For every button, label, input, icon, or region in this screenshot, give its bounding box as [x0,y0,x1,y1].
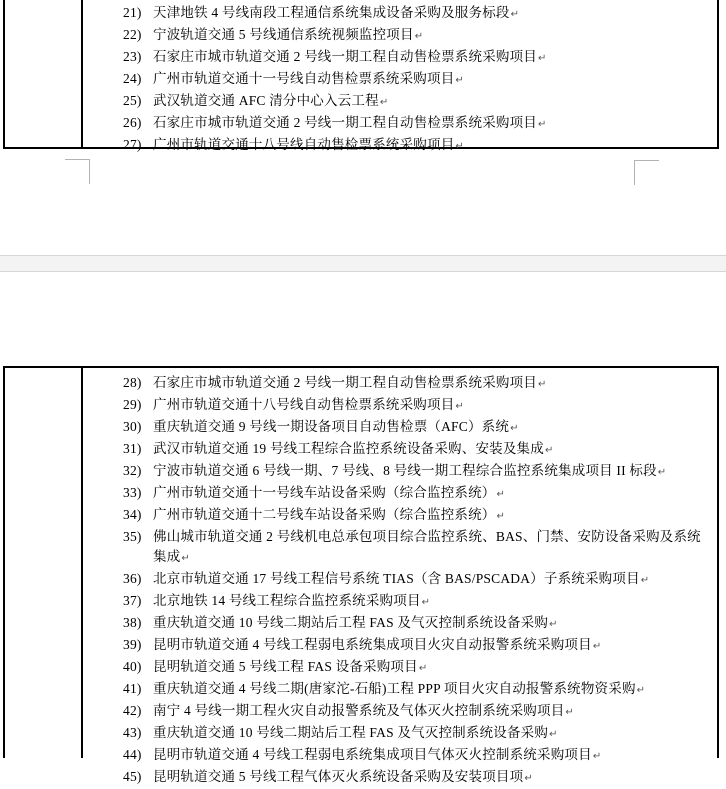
item-number: 33) [123,485,142,500]
paragraph-mark-icon: ↵ [455,141,464,152]
paragraph-mark-icon: ↵ [510,9,520,20]
list-item[interactable] [123,723,703,745]
list-item[interactable] [123,373,703,395]
item-text: 佛山城市轨道交通 2 号线机电总承包项目综合监控系统、BAS、门禁、安防设备采购及系统集成↵ [153,529,701,564]
item-number: 22) [123,27,142,42]
list-item[interactable] [123,483,703,505]
paragraph-mark-icon: ↵ [418,663,428,674]
item-text: 南宁 4 号线一期工程火灾自动报警系统及气体灭火控制系统采购项目↵ [153,703,574,718]
paragraph-mark-icon: ↵ [538,119,547,130]
list-item[interactable] [123,613,703,635]
page-break-gap [0,255,726,272]
item-number: 21) [123,5,142,20]
list-item[interactable] [123,25,703,47]
paragraph-mark-icon: ↵ [455,401,464,412]
paragraph-mark-icon: ↵ [592,751,602,762]
paragraph-mark-icon: ↵ [538,379,547,390]
list-item[interactable] [123,135,703,157]
list-item[interactable] [123,417,703,439]
item-text: 石家庄市城市轨道交通 2 号线一期工程自动售检票系统采购项目↵ [153,115,547,130]
list-item[interactable] [123,745,703,767]
item-text: 天津地铁 4 号线南段工程通信系统集成设备采购及服务标段↵ [153,5,520,20]
item-text: 武汉市轨道交通 19 号线工程综合监控系统设备采购、安装及集成↵ [153,441,554,456]
list-item[interactable] [123,91,703,113]
item-list-page2 [83,368,717,784]
item-number: 32) [123,463,142,478]
paragraph-mark-icon: ↵ [640,575,650,586]
item-text: 广州市轨道交通十二号线车站设备采购（综合监控系统）↵ [153,507,506,522]
margin-mark-bottom-right [634,160,635,185]
item-number: 40) [123,659,142,674]
item-text: 广州市轨道交通十一号线车站设备采购（综合监控系统）↵ [153,485,506,500]
item-text: 广州市轨道交通十八号线自动售检票系统采购项目↵ [153,137,464,152]
item-number: 23) [123,49,142,64]
list-item[interactable] [123,113,703,135]
item-text: 重庆轨道交通 10 号线二期站后工程 FAS 及气灭控制系统设备采购↵ [153,615,558,630]
paragraph-mark-icon: ↵ [414,31,424,42]
margin-mark-bottom-left [89,159,90,184]
item-number: 30) [123,419,142,434]
list-item[interactable] [123,635,703,657]
paragraph-mark-icon: ↵ [544,445,554,456]
item-text: 广州市轨道交通十八号线自动售检票系统采购项目↵ [153,397,464,412]
item-text: 北京市轨道交通 17 号线工程信号系统 TIAS（含 BAS/PSCADA）子系统采购项目↵ [153,571,650,586]
item-text: 广州市轨道交通十一号线自动售检票系统采购项目↵ [153,71,464,86]
paragraph-mark-icon: ↵ [496,489,506,500]
paragraph-mark-icon: ↵ [421,597,431,608]
item-number: 39) [123,637,142,652]
item-text: 石家庄市城市轨道交通 2 号线一期工程自动售检票系统采购项目↵ [153,375,547,390]
item-text: 昆明市轨道交通 4 号线工程弱电系统集成项目火灾自动报警系统采购项目↵ [153,637,602,652]
item-text: 重庆轨道交通 10 号线二期站后工程 FAS 及气灭控制系统设备采购↵ [153,725,558,740]
paragraph-mark-icon: ↵ [496,511,506,522]
paragraph-mark-icon: ↵ [549,729,558,740]
item-number: 25) [123,93,142,108]
list-item[interactable] [123,701,703,723]
item-number: 31) [123,441,142,456]
item-number: 29) [123,397,142,412]
list-item[interactable] [123,395,703,417]
item-number: 41) [123,681,142,696]
paragraph-mark-icon: ↵ [592,641,602,652]
list-item[interactable] [123,505,703,527]
list-item[interactable] [123,679,703,701]
item-text: 昆明市轨道交通 4 号线工程弱电系统集成项目气体灭火控制系统采购项目↵ [153,747,602,762]
item-number: 24) [123,71,142,86]
list-item[interactable] [123,527,703,569]
item-text: 石家庄市城市轨道交通 2 号线一期工程自动售检票系统采购项目↵ [153,49,547,64]
table-fragment-page2 [3,366,719,784]
item-text: 重庆轨道交通 9 号线一期设备项目自动售检票（AFC）系统↵ [153,419,519,434]
item-number: 28) [123,375,142,390]
item-text: 宁波轨道交通 5 号线通信系统视频监控项目↵ [153,27,424,42]
list-item[interactable] [123,47,703,69]
paragraph-mark-icon: ↵ [510,423,519,434]
list-item[interactable] [123,591,703,613]
item-text: 武汉轨道交通 AFC 清分中心入云工程↵ [153,93,389,108]
table-fragment-page1 [3,0,719,152]
list-item[interactable] [123,767,703,789]
paragraph-mark-icon: ↵ [455,75,464,86]
item-text: 昆明轨道交通 5 号线工程 FAS 设备采购项目↵ [153,659,428,674]
item-number: 38) [123,615,142,630]
item-text: 重庆轨道交通 4 号线二期(唐家沱-石船)工程 PPP 项目火灾自动报警系统物资采购↵ [153,681,646,696]
list-item[interactable] [123,439,703,461]
item-number: 44) [123,747,142,762]
list-item[interactable] [123,569,703,591]
paragraph-mark-icon: ↵ [549,619,558,630]
item-number: 42) [123,703,142,718]
page-2 [0,272,726,784]
list-item[interactable] [123,69,703,91]
item-number: 34) [123,507,142,522]
margin-mark-bottom-left [65,159,90,160]
paragraph-mark-icon: ↵ [657,467,667,478]
item-number: 36) [123,571,142,586]
item-text: 宁波市轨道交通 6 号线一期、7 号线、8 号线一期工程综合监控系统集成项目 II 标段↵ [153,463,667,478]
paragraph-mark-icon: ↵ [379,97,389,108]
item-number: 27) [123,137,142,152]
item-number: 35) [123,529,142,544]
item-list-page1 [83,0,717,152]
list-item[interactable] [123,657,703,679]
margin-mark-bottom-right [634,160,659,161]
paragraph-mark-icon: ↵ [636,685,646,696]
list-item[interactable] [123,3,703,25]
item-number: 37) [123,593,142,608]
paragraph-mark-icon: ↵ [538,53,547,64]
paragraph-mark-icon: ↵ [524,773,533,784]
paragraph-mark-icon: ↵ [181,553,190,564]
item-number: 45) [123,769,142,784]
list-item[interactable] [123,461,703,483]
item-number: 26) [123,115,142,130]
page-1 [0,0,726,255]
item-text: 北京地铁 14 号线工程综合监控系统采购项目↵ [153,593,431,608]
item-number: 43) [123,725,142,740]
item-text: 昆明轨道交通 5 号线工程气体灭火系统设备采购及安装项目项↵ [153,769,533,784]
paragraph-mark-icon: ↵ [565,707,574,718]
